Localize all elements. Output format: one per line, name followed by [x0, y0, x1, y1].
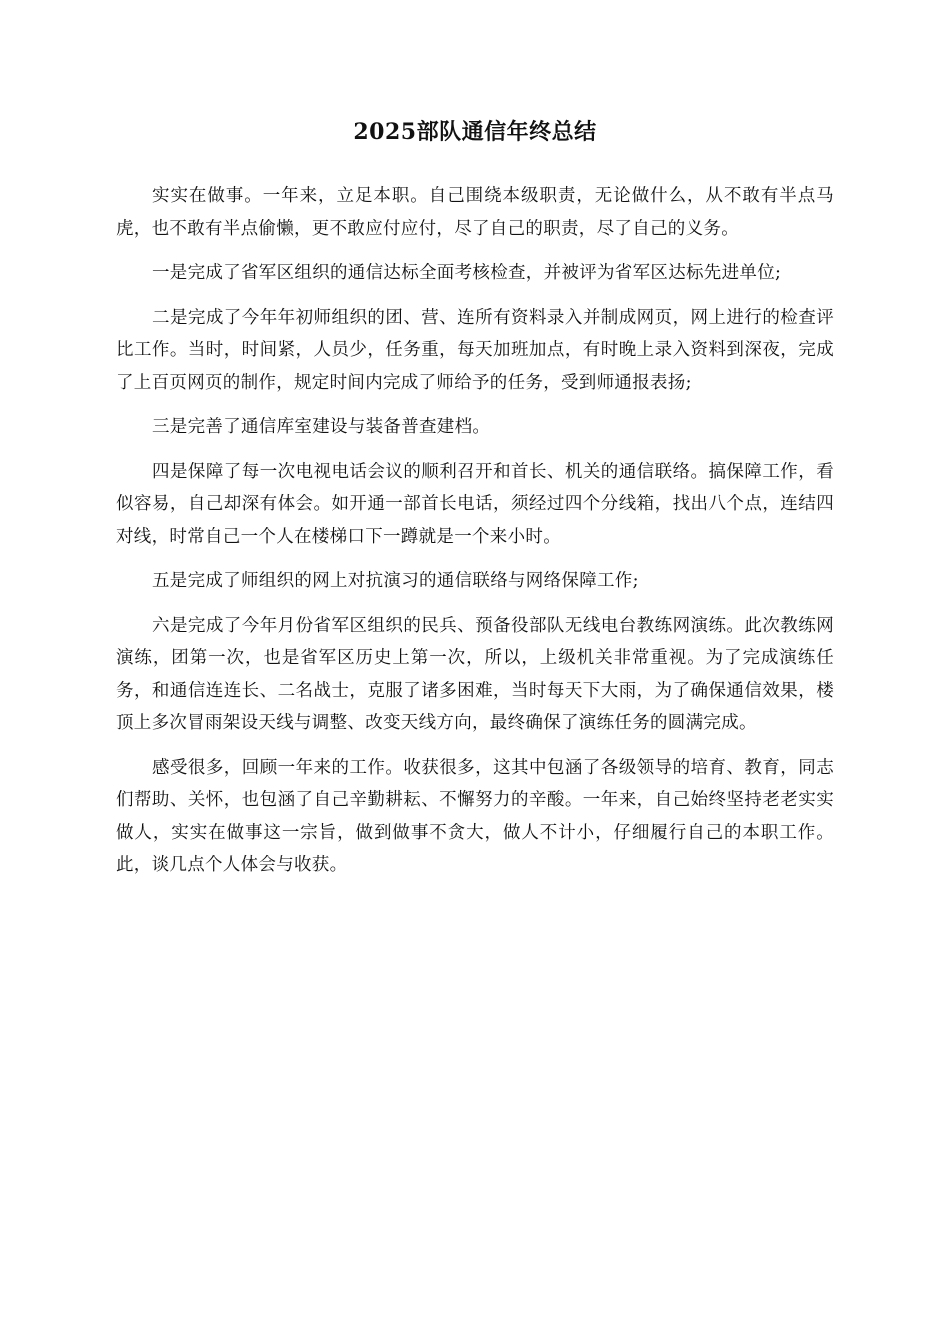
document-body: [116, 180, 834, 894]
paragraph-item-6: 六是完成了今年月份省军区组织的民兵、预备役部队无线电台教练网演练。此次教练网演练，团第一次，也是省军区历史上第一次，所以，上级机关非常重视。为了完成演练任务，和通信连连长、二名战士，克服了诸多困难，当时每天下大雨，为了确保通信效果，楼顶上多次冒雨架设天线与调整、改变天线方向，最终确保了演练任务的圆满完成。: [116, 615, 834, 733]
paragraph-intro: 实实在做事。一年来，立足本职。自己围绕本级职责，无论做什么，从不敢有半点马虎，也不敢有半点偷懒，更不敢应付应付，尽了自己的职责，尽了自己的义务。: [116, 186, 834, 239]
paragraph-conclusion: 感受很多，回顾一年来的工作。收获很多，这其中包涵了各级领导的培育、教育，同志们帮助、关怀，也包涵了自己辛勤耕耘、不懈努力的辛酸。一年来，自己始终坚持老老实实做人，实实在做事这一宗旨，做到做事不贪大，做人不计小，仔细履行自己的本职工作。此，谈几点个人体会与收获。: [116, 757, 834, 875]
paragraph-item-4: 四是保障了每一次电视电话会议的顺利召开和首长、机关的通信联络。搞保障工作，看似容易，自己却深有体会。如开通一部首长电话，须经过四个分线箱，找出八个点，连结四对线，时常自己一个人在楼梯口下一蹲就是一个来小时。: [116, 461, 834, 547]
paragraph-item-5: 五是完成了师组织的网上对抗演习的通信联络与网络保障工作;: [152, 571, 639, 591]
paragraph-item-1: 一是完成了省军区组织的通信达标全面考核检查，并被评为省军区达标先进单位;: [152, 263, 782, 283]
paragraph-item-3: 三是完善了通信库室建设与装备普查建档。: [152, 417, 491, 437]
document-title: 2025部队通信年终总结: [353, 119, 597, 145]
paragraph-item-2: 二是完成了今年年初师组织的团、营、连所有资料录入并制成网页，网上进行的检查评比工作。当时，时间紧，人员少，任务重，每天加班加点，有时晚上录入资料到深夜，完成了上百页网页的制作，规定时间内完成了师给予的任务，受到师通报表扬;: [116, 307, 834, 393]
